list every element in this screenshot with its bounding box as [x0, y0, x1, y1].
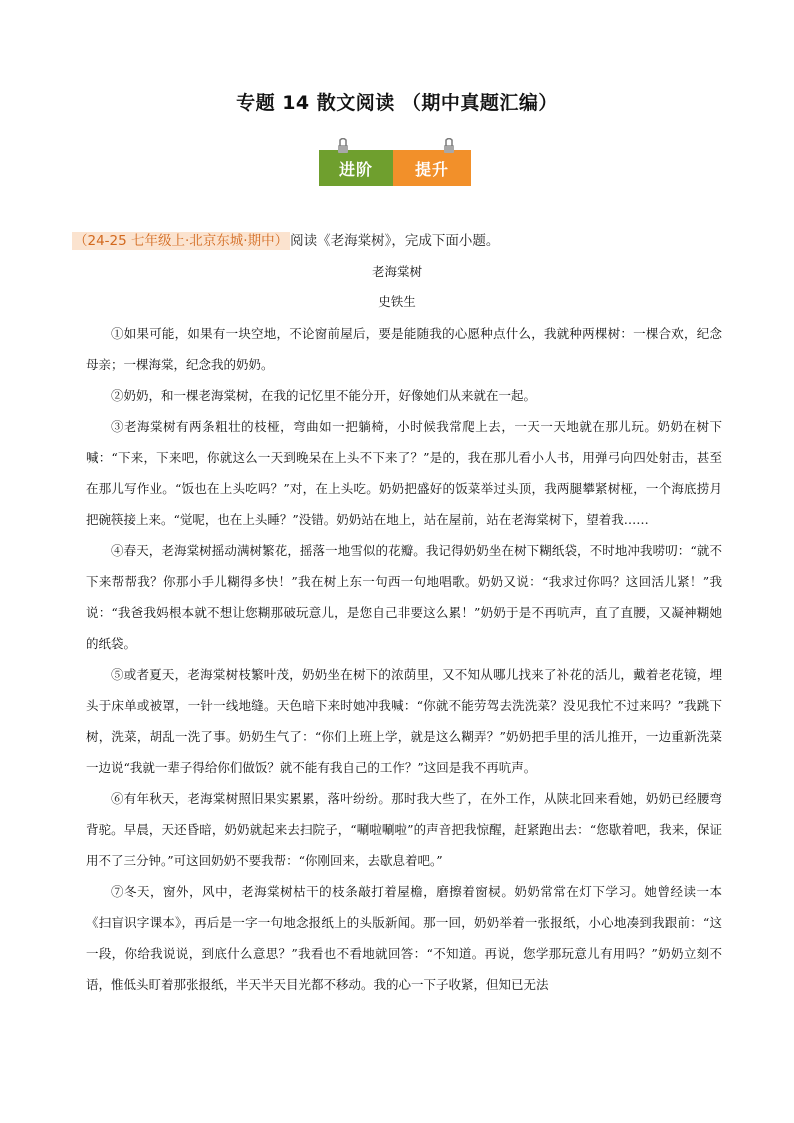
paragraph: ①如果可能，如果有一块空地，不论窗前屋后，要是能随我的心愿种点什么，我就种两棵树：一棵合欢，纪念母亲；一棵海棠，纪念我的奶奶。	[86, 326, 722, 372]
badge-improve-label: 提升	[393, 150, 471, 186]
paragraph: ④春天，老海棠树摇动满树繁花，摇落一地雪似的花瓣。我记得奶奶坐在树下糊纸袋，不时地冲我唠叨：“就不下来帮帮我？你那小手儿糊得多快！”我在树上东一句西一句地唱歌。奶奶又说：“我求过你吗？这回活儿紧！”我说：“我爸我妈根本就不想让您糊那破玩意儿，是您自己非要这么累！”奶奶于是不再吭声，直了直腰，又凝神糊她的纸袋。	[86, 543, 722, 651]
paragraph: ⑥有年秋天，老海棠树照旧果实累累，落叶纷纷。那时我大些了，在外工作，从陕北回来看她，奶奶已经腰弯背驼。早晨，天还昏暗，奶奶就起来去扫院子，“唰啦唰啦”的声音把我惊醒，赶紧跑出去：“您歇着吧，我来，保证用不了三分钟。”可这回奶奶不要我帮：“你刚回来，去歇息着吧。”	[86, 791, 722, 868]
paragraph: ③老海棠树有两条粗壮的枝桠，弯曲如一把躺椅，小时候我常爬上去，一天一天地就在那儿玩。奶奶在树下喊：“下来，下来吧，你就这么一天到晚呆在上头不下来了？”是的，我在那儿看小人书，用弹弓向四处射击，甚至在那儿写作业。“饭也在上头吃吗？”对，在上头吃。奶奶把盛好的饭菜举过头顶，我两腿攀紧树桠，一个海底捞月把碗筷接上来。“觉呢，也在上头睡？”没错。奶奶站在地上，站在屋前，站在老海棠树下，望着我……	[86, 419, 722, 527]
article-author: 史铁生	[378, 294, 416, 309]
binder-clip-icon	[443, 138, 455, 154]
question-source-tag: （24-25 七年级上·北京东城·期中）	[74, 233, 289, 249]
document-title: 专题 14 散文阅读 （期中真题汇编）	[236, 92, 558, 114]
level-badge	[319, 150, 471, 186]
question-line	[72, 229, 732, 249]
article-body	[86, 318, 722, 1000]
question-prompt: 阅读《老海棠树》，完成下面小题。	[290, 233, 500, 249]
paragraph: ⑤或者夏天，老海棠树枝繁叶茂，奶奶坐在树下的浓荫里，又不知从哪儿找来了补花的活儿，戴着老花镜，埋头于床单或被罩，一针一线地缝。天色暗下来时她冲我喊：“你就不能劳驾去洗洗菜？没见我忙不过来吗？”我跳下树，洗菜，胡乱一洗了事。奶奶生气了：“你们上班上学，就是这么糊弄？”奶奶把手里的活儿推开，一边重新洗菜一边说“我就一辈子得给你们做饭？就不能有我自己的工作？”这回是我不再吭声。	[86, 667, 722, 775]
paragraph: ②奶奶，和一棵老海棠树，在我的记忆里不能分开，好像她们从来就在一起。	[111, 388, 537, 403]
binder-clip-icon	[337, 138, 349, 154]
badge-advanced-label: 进阶	[319, 150, 393, 186]
paragraph: ⑦冬天，窗外，风中，老海棠树枯干的枝条敲打着屋檐，磨擦着窗棂。奶奶常常在灯下学习。她曾经读一本《扫盲识字课本》，再后是一字一句地念报纸上的头版新闻。那一回，奶奶举着一张报纸，小心地凑到我跟前：“这一段，你给我说说，到底什么意思？”我看也不看地就回答：“不知道。再说，您学那玩意儿有用吗？”奶奶立刻不语，惟低头盯着那张报纸，半天半天目光都不移动。我的心一下子收紧，但知已无法	[86, 884, 722, 992]
article-title: 老海棠树	[371, 264, 422, 279]
